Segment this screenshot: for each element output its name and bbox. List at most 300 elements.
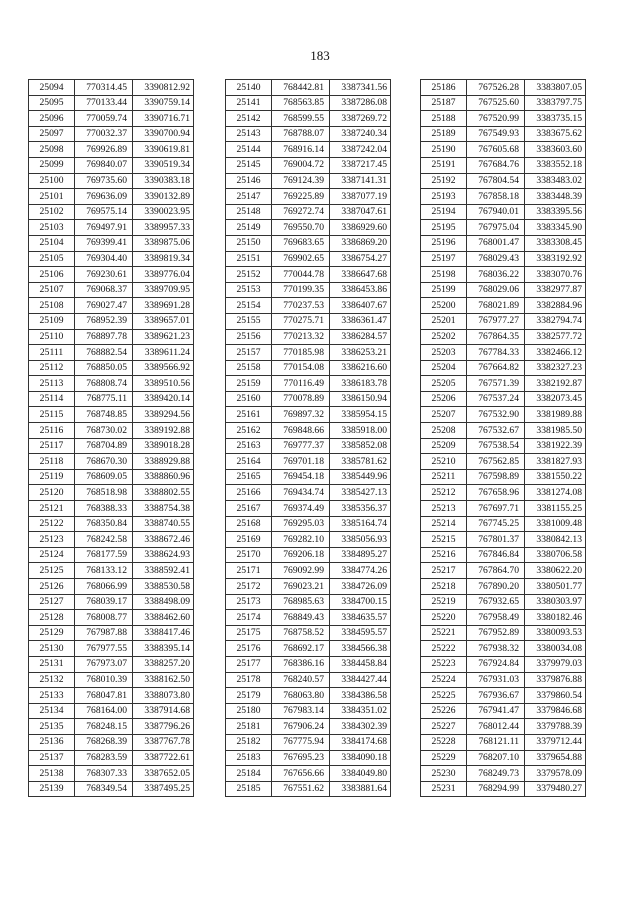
table-row	[226, 80, 391, 96]
point-id-cell: 25118	[29, 454, 75, 470]
y-coordinate-cell: 3384302.39	[330, 719, 391, 735]
table-row	[421, 454, 586, 470]
table-row	[421, 688, 586, 704]
coordinate-table-right	[420, 79, 586, 797]
table-row	[421, 547, 586, 563]
point-id-cell: 25096	[29, 111, 75, 127]
table-row	[421, 360, 586, 376]
table-row	[421, 766, 586, 782]
table-row	[226, 313, 391, 329]
point-id-cell: 25174	[226, 610, 272, 626]
x-coordinate-cell: 767775.94	[272, 734, 330, 750]
table-row	[226, 267, 391, 283]
point-id-cell: 25171	[226, 563, 272, 579]
table-row	[421, 189, 586, 205]
x-coordinate-cell: 768849.43	[272, 610, 330, 626]
y-coordinate-cell: 3389510.56	[133, 376, 194, 392]
point-id-cell: 25216	[421, 547, 467, 563]
table-row	[29, 95, 194, 111]
point-id-cell: 25185	[226, 781, 272, 797]
x-coordinate-cell: 768350.84	[75, 516, 133, 532]
x-coordinate-cell: 768670.30	[75, 454, 133, 470]
table-row	[29, 672, 194, 688]
x-coordinate-cell: 769004.72	[272, 157, 330, 173]
table-row	[29, 781, 194, 797]
point-id-cell: 25181	[226, 719, 272, 735]
point-id-cell: 25159	[226, 376, 272, 392]
table-row	[226, 360, 391, 376]
y-coordinate-cell: 3386929.60	[330, 220, 391, 236]
point-id-cell: 25122	[29, 516, 75, 532]
x-coordinate-cell: 770116.49	[272, 376, 330, 392]
y-coordinate-cell: 3389018.28	[133, 438, 194, 454]
table-row	[29, 641, 194, 657]
y-coordinate-cell: 3383807.05	[525, 80, 586, 96]
point-id-cell: 25209	[421, 438, 467, 454]
x-coordinate-cell: 768207.10	[467, 750, 525, 766]
table-row	[29, 267, 194, 283]
table-row	[29, 579, 194, 595]
x-coordinate-cell: 768283.59	[75, 750, 133, 766]
x-coordinate-cell: 767684.76	[467, 157, 525, 173]
x-coordinate-cell: 769399.41	[75, 235, 133, 251]
table-row	[421, 438, 586, 454]
table-row	[226, 438, 391, 454]
table-row	[226, 485, 391, 501]
x-coordinate-cell: 768916.14	[272, 142, 330, 158]
point-id-cell: 25189	[421, 126, 467, 142]
table-row	[226, 766, 391, 782]
table-row	[29, 423, 194, 439]
point-id-cell: 25199	[421, 282, 467, 298]
y-coordinate-cell: 3388754.38	[133, 501, 194, 517]
point-id-cell: 25105	[29, 251, 75, 267]
point-id-cell: 25172	[226, 579, 272, 595]
table-row	[226, 719, 391, 735]
point-id-cell: 25168	[226, 516, 272, 532]
point-id-cell: 25158	[226, 360, 272, 376]
x-coordinate-cell: 768307.33	[75, 766, 133, 782]
x-coordinate-cell: 767932.65	[467, 594, 525, 610]
y-coordinate-cell: 3379860.54	[525, 688, 586, 704]
y-coordinate-cell: 3388498.09	[133, 594, 194, 610]
y-coordinate-cell: 3385781.62	[330, 454, 391, 470]
point-id-cell: 25193	[421, 189, 467, 205]
table-row	[226, 594, 391, 610]
point-id-cell: 25151	[226, 251, 272, 267]
y-coordinate-cell: 3385449.96	[330, 469, 391, 485]
table-row	[421, 656, 586, 672]
point-id-cell: 25141	[226, 95, 272, 111]
point-id-cell: 25170	[226, 547, 272, 563]
y-coordinate-cell: 3389776.04	[133, 267, 194, 283]
x-coordinate-cell: 769902.65	[272, 251, 330, 267]
point-id-cell: 25124	[29, 547, 75, 563]
point-id-cell: 25217	[421, 563, 467, 579]
table-row	[421, 173, 586, 189]
point-id-cell: 25115	[29, 407, 75, 423]
table-row	[226, 672, 391, 688]
x-coordinate-cell: 770213.32	[272, 329, 330, 345]
x-coordinate-cell: 768692.17	[272, 641, 330, 657]
table-row	[421, 485, 586, 501]
table-row	[421, 142, 586, 158]
table-row	[29, 282, 194, 298]
table-row	[226, 126, 391, 142]
x-coordinate-cell: 768240.57	[272, 672, 330, 688]
y-coordinate-cell: 3383603.60	[525, 142, 586, 158]
table-row	[226, 345, 391, 361]
x-coordinate-cell: 768294.99	[467, 781, 525, 797]
point-id-cell: 25161	[226, 407, 272, 423]
y-coordinate-cell: 3386453.86	[330, 282, 391, 298]
x-coordinate-cell: 767664.82	[467, 360, 525, 376]
x-coordinate-cell: 770032.37	[75, 126, 133, 142]
table-row	[29, 703, 194, 719]
point-id-cell: 25110	[29, 329, 75, 345]
y-coordinate-cell: 3389957.33	[133, 220, 194, 236]
table-row	[226, 95, 391, 111]
y-coordinate-cell: 3388860.96	[133, 469, 194, 485]
table-row	[226, 703, 391, 719]
x-coordinate-cell: 767801.37	[467, 532, 525, 548]
y-coordinate-cell: 3381155.25	[525, 501, 586, 517]
table-row	[226, 516, 391, 532]
table-row	[29, 204, 194, 220]
table-row	[29, 688, 194, 704]
point-id-cell: 25188	[421, 111, 467, 127]
y-coordinate-cell: 3380622.20	[525, 563, 586, 579]
x-coordinate-cell: 767858.18	[467, 189, 525, 205]
x-coordinate-cell: 768242.58	[75, 532, 133, 548]
x-coordinate-cell: 768177.59	[75, 547, 133, 563]
point-id-cell: 25224	[421, 672, 467, 688]
point-id-cell: 25162	[226, 423, 272, 439]
y-coordinate-cell: 3388530.58	[133, 579, 194, 595]
x-coordinate-cell: 767804.54	[467, 173, 525, 189]
point-id-cell: 25182	[226, 734, 272, 750]
x-coordinate-cell: 768021.89	[467, 298, 525, 314]
x-coordinate-cell: 769848.66	[272, 423, 330, 439]
y-coordinate-cell: 3379578.09	[525, 766, 586, 782]
y-coordinate-cell: 3383483.02	[525, 173, 586, 189]
y-coordinate-cell: 3389819.34	[133, 251, 194, 267]
point-id-cell: 25169	[226, 532, 272, 548]
x-coordinate-cell: 769840.07	[75, 157, 133, 173]
table-row	[226, 173, 391, 189]
point-id-cell: 25138	[29, 766, 75, 782]
point-id-cell: 25221	[421, 625, 467, 641]
x-coordinate-cell: 768249.73	[467, 766, 525, 782]
y-coordinate-cell: 3388257.20	[133, 656, 194, 672]
y-coordinate-cell: 3383675.62	[525, 126, 586, 142]
table-row	[29, 376, 194, 392]
point-id-cell: 25164	[226, 454, 272, 470]
x-coordinate-cell: 767697.71	[467, 501, 525, 517]
x-coordinate-cell: 770044.78	[272, 267, 330, 283]
table-row	[29, 329, 194, 345]
x-coordinate-cell: 767562.85	[467, 454, 525, 470]
y-coordinate-cell: 3380303.97	[525, 594, 586, 610]
point-id-cell: 25099	[29, 157, 75, 173]
point-id-cell: 25114	[29, 391, 75, 407]
point-id-cell: 25136	[29, 734, 75, 750]
y-coordinate-cell: 3387047.61	[330, 204, 391, 220]
y-coordinate-cell: 3387652.05	[133, 766, 194, 782]
y-coordinate-cell: 3387495.25	[133, 781, 194, 797]
x-coordinate-cell: 768268.39	[75, 734, 133, 750]
y-coordinate-cell: 3383070.76	[525, 267, 586, 283]
table-row	[421, 329, 586, 345]
x-coordinate-cell: 767532.90	[467, 407, 525, 423]
point-id-cell: 25101	[29, 189, 75, 205]
y-coordinate-cell: 3384895.27	[330, 547, 391, 563]
table-row	[226, 579, 391, 595]
y-coordinate-cell: 3386150.94	[330, 391, 391, 407]
y-coordinate-cell: 3383881.64	[330, 781, 391, 797]
x-coordinate-cell: 768897.78	[75, 329, 133, 345]
x-coordinate-cell: 768704.89	[75, 438, 133, 454]
table-row	[226, 204, 391, 220]
x-coordinate-cell: 767658.96	[467, 485, 525, 501]
table-row	[421, 734, 586, 750]
x-coordinate-cell: 767973.07	[75, 656, 133, 672]
y-coordinate-cell: 3383448.39	[525, 189, 586, 205]
point-id-cell: 25213	[421, 501, 467, 517]
point-id-cell: 25208	[421, 423, 467, 439]
y-coordinate-cell: 3388395.14	[133, 641, 194, 657]
table-row	[226, 111, 391, 127]
point-id-cell: 25229	[421, 750, 467, 766]
x-coordinate-cell: 767520.99	[467, 111, 525, 127]
table-row	[421, 126, 586, 142]
x-coordinate-cell: 768047.81	[75, 688, 133, 704]
y-coordinate-cell: 3388802.55	[133, 485, 194, 501]
x-coordinate-cell: 768008.77	[75, 610, 133, 626]
point-id-cell: 25203	[421, 345, 467, 361]
y-coordinate-cell: 3388740.55	[133, 516, 194, 532]
x-coordinate-cell: 767846.84	[467, 547, 525, 563]
x-coordinate-cell: 767571.39	[467, 376, 525, 392]
x-coordinate-cell: 769023.21	[272, 579, 330, 595]
y-coordinate-cell: 3387722.61	[133, 750, 194, 766]
page-number: 183	[310, 48, 330, 63]
x-coordinate-cell: 768010.39	[75, 672, 133, 688]
x-coordinate-cell: 769027.47	[75, 298, 133, 314]
point-id-cell: 25134	[29, 703, 75, 719]
point-id-cell: 25130	[29, 641, 75, 657]
x-coordinate-cell: 767977.27	[467, 313, 525, 329]
y-coordinate-cell: 3389294.56	[133, 407, 194, 423]
x-coordinate-cell: 769683.65	[272, 235, 330, 251]
y-coordinate-cell: 3381550.22	[525, 469, 586, 485]
table-row	[226, 454, 391, 470]
x-coordinate-cell: 768788.07	[272, 126, 330, 142]
y-coordinate-cell: 3388624.93	[133, 547, 194, 563]
y-coordinate-cell: 3382073.45	[525, 391, 586, 407]
y-coordinate-cell: 3389657.01	[133, 313, 194, 329]
y-coordinate-cell: 3384595.57	[330, 625, 391, 641]
x-coordinate-cell: 767938.32	[467, 641, 525, 657]
y-coordinate-cell: 3380706.58	[525, 547, 586, 563]
x-coordinate-cell: 767983.14	[272, 703, 330, 719]
x-coordinate-cell: 769124.39	[272, 173, 330, 189]
table-row	[226, 329, 391, 345]
x-coordinate-cell: 767532.67	[467, 423, 525, 439]
table-row	[29, 485, 194, 501]
point-id-cell: 25132	[29, 672, 75, 688]
table-row	[226, 563, 391, 579]
point-id-cell: 25197	[421, 251, 467, 267]
x-coordinate-cell: 768609.05	[75, 469, 133, 485]
x-coordinate-cell: 768386.16	[272, 656, 330, 672]
point-id-cell: 25215	[421, 532, 467, 548]
x-coordinate-cell: 770133.44	[75, 95, 133, 111]
point-id-cell: 25204	[421, 360, 467, 376]
point-id-cell: 25178	[226, 672, 272, 688]
table-row	[421, 532, 586, 548]
point-id-cell: 25192	[421, 173, 467, 189]
y-coordinate-cell: 3388073.80	[133, 688, 194, 704]
point-id-cell: 25211	[421, 469, 467, 485]
point-id-cell: 25180	[226, 703, 272, 719]
point-id-cell: 25100	[29, 173, 75, 189]
y-coordinate-cell: 3390700.94	[133, 126, 194, 142]
point-id-cell: 25195	[421, 220, 467, 236]
point-id-cell: 25137	[29, 750, 75, 766]
x-coordinate-cell: 767940.01	[467, 204, 525, 220]
table-row	[226, 220, 391, 236]
y-coordinate-cell: 3380093.53	[525, 625, 586, 641]
y-coordinate-cell: 3387341.56	[330, 80, 391, 96]
point-id-cell: 25094	[29, 80, 75, 96]
coordinate-table-left	[28, 79, 194, 797]
point-id-cell: 25160	[226, 391, 272, 407]
table-row	[29, 719, 194, 735]
point-id-cell: 25223	[421, 656, 467, 672]
y-coordinate-cell: 3388592.41	[133, 563, 194, 579]
point-id-cell: 25097	[29, 126, 75, 142]
point-id-cell: 25145	[226, 157, 272, 173]
point-id-cell: 25148	[226, 204, 272, 220]
x-coordinate-cell: 769374.49	[272, 501, 330, 517]
point-id-cell: 25214	[421, 516, 467, 532]
table-row	[226, 625, 391, 641]
y-coordinate-cell: 3390023.95	[133, 204, 194, 220]
point-id-cell: 25123	[29, 532, 75, 548]
table-row	[421, 157, 586, 173]
point-id-cell: 25186	[421, 80, 467, 96]
table-row	[29, 625, 194, 641]
table-row	[29, 750, 194, 766]
y-coordinate-cell: 3385954.15	[330, 407, 391, 423]
point-id-cell: 25163	[226, 438, 272, 454]
y-coordinate-cell: 3390812.92	[133, 80, 194, 96]
x-coordinate-cell: 768029.06	[467, 282, 525, 298]
table-row	[226, 750, 391, 766]
y-coordinate-cell: 3383552.18	[525, 157, 586, 173]
table-row	[29, 516, 194, 532]
point-id-cell: 25191	[421, 157, 467, 173]
y-coordinate-cell: 3384458.84	[330, 656, 391, 672]
y-coordinate-cell: 3386253.21	[330, 345, 391, 361]
x-coordinate-cell: 768001.47	[467, 235, 525, 251]
y-coordinate-cell: 3386647.68	[330, 267, 391, 283]
x-coordinate-cell: 769897.32	[272, 407, 330, 423]
y-coordinate-cell: 3379979.03	[525, 656, 586, 672]
y-coordinate-cell: 3387286.08	[330, 95, 391, 111]
y-coordinate-cell: 3386869.20	[330, 235, 391, 251]
point-id-cell: 25165	[226, 469, 272, 485]
y-coordinate-cell: 3379846.68	[525, 703, 586, 719]
x-coordinate-cell: 767549.93	[467, 126, 525, 142]
y-coordinate-cell: 3390759.14	[133, 95, 194, 111]
x-coordinate-cell: 768121.11	[467, 734, 525, 750]
table-row	[226, 547, 391, 563]
x-coordinate-cell: 767784.33	[467, 345, 525, 361]
table-row	[29, 766, 194, 782]
x-coordinate-cell: 768063.80	[272, 688, 330, 704]
y-coordinate-cell: 3385164.74	[330, 516, 391, 532]
table-row	[29, 235, 194, 251]
table-row	[421, 625, 586, 641]
point-id-cell: 25201	[421, 313, 467, 329]
y-coordinate-cell: 3380034.08	[525, 641, 586, 657]
x-coordinate-cell: 769575.14	[75, 204, 133, 220]
x-coordinate-cell: 768012.44	[467, 719, 525, 735]
x-coordinate-cell: 768850.05	[75, 360, 133, 376]
y-coordinate-cell: 3379876.88	[525, 672, 586, 688]
x-coordinate-cell: 770078.89	[272, 391, 330, 407]
point-id-cell: 25095	[29, 95, 75, 111]
x-coordinate-cell: 769272.74	[272, 204, 330, 220]
x-coordinate-cell: 768985.63	[272, 594, 330, 610]
point-id-cell: 25179	[226, 688, 272, 704]
table-row	[29, 501, 194, 517]
x-coordinate-cell: 768029.43	[467, 251, 525, 267]
point-id-cell: 25196	[421, 235, 467, 251]
x-coordinate-cell: 767605.68	[467, 142, 525, 158]
point-id-cell: 25144	[226, 142, 272, 158]
y-coordinate-cell: 3383735.15	[525, 111, 586, 127]
x-coordinate-cell: 769926.89	[75, 142, 133, 158]
point-id-cell: 25120	[29, 485, 75, 501]
x-coordinate-cell: 767931.03	[467, 672, 525, 688]
table-row	[421, 516, 586, 532]
y-coordinate-cell: 3387217.45	[330, 157, 391, 173]
y-coordinate-cell: 3383395.56	[525, 204, 586, 220]
table-row	[29, 157, 194, 173]
y-coordinate-cell: 3384427.44	[330, 672, 391, 688]
x-coordinate-cell: 769454.18	[272, 469, 330, 485]
point-id-cell: 25206	[421, 391, 467, 407]
y-coordinate-cell: 3384386.58	[330, 688, 391, 704]
table-row	[226, 251, 391, 267]
x-coordinate-cell: 769230.61	[75, 267, 133, 283]
table-row	[421, 610, 586, 626]
table-row	[226, 423, 391, 439]
point-id-cell: 25175	[226, 625, 272, 641]
y-coordinate-cell: 3389621.23	[133, 329, 194, 345]
y-coordinate-cell: 3387269.72	[330, 111, 391, 127]
y-coordinate-cell: 3386754.27	[330, 251, 391, 267]
y-coordinate-cell: 3379654.88	[525, 750, 586, 766]
y-coordinate-cell: 3383192.92	[525, 251, 586, 267]
x-coordinate-cell: 767958.49	[467, 610, 525, 626]
y-coordinate-cell: 3388417.46	[133, 625, 194, 641]
x-coordinate-cell: 770059.74	[75, 111, 133, 127]
table-row	[421, 594, 586, 610]
